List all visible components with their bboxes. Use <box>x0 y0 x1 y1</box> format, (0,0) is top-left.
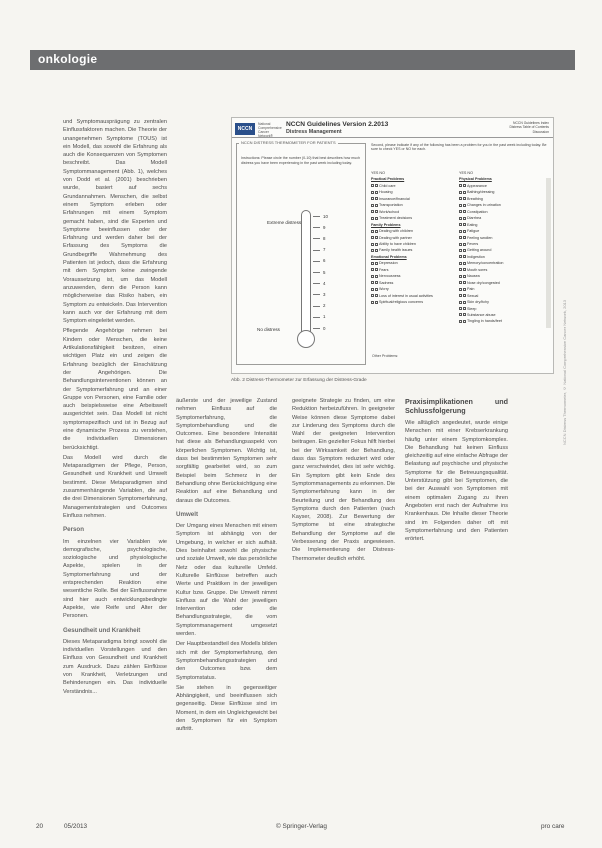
paragraph: äußerste und der jeweilige Zustand nehmen Einfluss auf die Symptomerfahrung, die Symptombehandlung und die Outcomes. Eine besondere Intensität hat diese als Behandlungsaspekt von körperlichen Symptomen. Wichtig ist, dass bei bestimmten Symptomen sehr sorgfältig gearbeitet wird, so zum Beispiel beim Schmerz in der Behandlung ohne Berücksichtigung eine Reaktion auf eine Behandlung und daraus die Outcomes. <box>176 398 277 504</box>
scale-tick <box>313 317 320 318</box>
scale-tick <box>313 283 320 284</box>
problem-item-label: Getting around <box>467 248 492 253</box>
paragraph: Sie stehen in gegenseitiger Abhängigkeit, und beeinflussen sich gegenseitig. Diese Einflüsse sind im Moment, in dem ein Ungleichgewicht bei den Symptomen für ein Symptom auftritt. <box>176 684 277 733</box>
problem-item-label: Changes in urination <box>467 203 501 208</box>
problem-item <box>459 318 545 324</box>
yes-checkbox[interactable] <box>459 197 462 200</box>
problem-item-label: Dealing with partner <box>379 235 412 240</box>
problem-item-label: Work/school <box>379 209 400 214</box>
problem-item-label: Eating <box>467 222 478 227</box>
no-checkbox[interactable] <box>463 191 466 194</box>
paragraph: Der Umgang eines Menschen mit einem Symptom ist abhängig von der Umgebung, in welcher er sich aufhält. Dies beinhaltet sowohl die physische und soziale Umwelt, wie das persönliche Netz oder das kulturelle Umfeld. Kulturelle Einflüsse betreffen auch Werte und Praktiken in der jeweiligen Kultur bzw. Gruppe. Die Umwelt nimmt Einfluss auf die Wahl der jeweiligen Intervention oder die Behandlungsstrategie, die vom Symptommanagement umgesetzt werden. <box>176 523 277 638</box>
yes-checkbox[interactable] <box>371 281 374 284</box>
yes-checkbox[interactable] <box>371 243 374 246</box>
distress-thermometer-figure <box>231 117 554 374</box>
yes-checkbox[interactable] <box>459 184 462 187</box>
problem-item <box>371 299 457 305</box>
problem-item-label: Constipation <box>467 209 488 214</box>
no-checkbox[interactable] <box>463 184 466 187</box>
scale-tick <box>313 227 320 228</box>
yes-checkbox[interactable] <box>459 281 462 284</box>
figure-side-tab <box>546 178 551 328</box>
yes-checkbox[interactable] <box>459 249 462 252</box>
problem-item-label: Indigestion <box>467 254 485 259</box>
yes-checkbox[interactable] <box>459 223 462 226</box>
problem-list-left <box>371 170 457 306</box>
figure-right-info: NCCN Guidelines Index Distress Table of Contents Discussion <box>509 121 549 134</box>
no-checkbox[interactable] <box>463 262 466 265</box>
problem-item-label: Bathing/dressing <box>467 190 495 195</box>
yes-checkbox[interactable] <box>371 294 374 297</box>
scale-tick <box>313 216 320 217</box>
no-checkbox[interactable] <box>375 230 378 233</box>
no-checkbox[interactable] <box>463 204 466 207</box>
heading-gesundheit: Gesundheit und Krankheit <box>63 626 141 634</box>
yes-checkbox[interactable] <box>371 268 374 271</box>
problem-item-label: Worry <box>379 287 389 292</box>
yes-checkbox[interactable] <box>459 294 462 297</box>
no-checkbox[interactable] <box>375 243 378 246</box>
problem-item-label: Insurance/financial <box>379 196 410 201</box>
yes-checkbox[interactable] <box>459 301 462 304</box>
no-checkbox[interactable] <box>463 236 466 239</box>
scale-tick-label[interactable]: 8 <box>323 235 326 241</box>
no-checkbox[interactable] <box>375 184 378 187</box>
problem-item-label: Child care <box>379 183 396 188</box>
problem-item-label: Mouth sores <box>467 267 488 272</box>
no-checkbox[interactable] <box>463 288 466 291</box>
figure-subtitle: Distress Management <box>286 129 342 135</box>
problem-item-label: Transportation <box>379 203 403 208</box>
no-checkbox[interactable] <box>375 262 378 265</box>
yes-checkbox[interactable] <box>459 230 462 233</box>
problem-item-label: Tingling in hands/feet <box>467 319 502 324</box>
scale-tick-label[interactable]: 2 <box>323 303 326 309</box>
yes-checkbox[interactable] <box>459 262 462 265</box>
figure-caption: Abb. 2 Distress-Thermometer zur Erfassung der Distress-Grade <box>231 378 367 383</box>
text-column-2 <box>176 397 277 734</box>
no-distress-label: No distress <box>257 327 280 332</box>
scale-tick-label[interactable]: 7 <box>323 247 326 253</box>
text-column-1 <box>63 118 167 696</box>
yes-checkbox[interactable] <box>371 184 374 187</box>
problem-item-label: Fevers <box>467 241 479 246</box>
no-checkbox[interactable] <box>463 230 466 233</box>
problem-item-label: Housing <box>379 190 393 195</box>
no-checkbox[interactable] <box>463 294 466 297</box>
scale-tick <box>313 250 320 251</box>
problem-category-heading: Family Problems <box>371 222 401 227</box>
no-checkbox[interactable] <box>463 217 466 220</box>
scale-tick-label[interactable]: 1 <box>323 314 326 320</box>
figure-header <box>232 118 553 138</box>
scale-tick-label[interactable]: 0 <box>323 325 326 331</box>
no-checkbox[interactable] <box>463 275 466 278</box>
yes-checkbox[interactable] <box>371 288 374 291</box>
issue-date: 05/2013 <box>64 823 88 830</box>
paragraph: Dieses Metaparadigma bringt sowohl die individuellen Vorstellungen und den Einfluss von Gesundheit und Krankheit zum Ausdruck. Dazu zählen Einflüsse von Krankheit, Verletzungen und Behinderungen ein. Das individuelle Verständnis... <box>63 638 167 695</box>
no-checkbox[interactable] <box>463 313 466 316</box>
scale-tick-label[interactable]: 4 <box>323 280 326 286</box>
yes-checkbox[interactable] <box>371 230 374 233</box>
nccn-logo: NCCN <box>235 123 255 135</box>
no-checkbox[interactable] <box>463 197 466 200</box>
no-checkbox[interactable] <box>463 281 466 284</box>
yes-checkbox[interactable] <box>459 210 462 213</box>
scale-tick-label[interactable]: 3 <box>323 291 326 297</box>
paragraph: Wie alltäglich angedeutet, wurde einige Menschen mit einer Krebserkrankung häufig unter einem Symptomkomplex. Die Behandlung hat keinen Einfluss gleichzeitig auf eine einfache Abfrage der Belastung auf psychische und physische Symptome für die Betreuungsqualität. Unterstützung gibt bei Symptomen, die bei der Auswahl von Symptomen mit einem optimalen Zugang zu ihren Angeboten erst nach der Aufnahme ins Krankenhaus. Die Inhalte dieser Theorie sind im Folgenden daher oft mit Symptomerfahrung und den Patienten erörtert. <box>405 420 508 543</box>
yes-checkbox[interactable] <box>459 217 462 220</box>
yes-checkbox[interactable] <box>459 243 462 246</box>
yes-checkbox[interactable] <box>371 262 374 265</box>
yes-checkbox[interactable] <box>371 191 374 194</box>
yes-checkbox[interactable] <box>371 301 374 304</box>
no-checkbox[interactable] <box>375 191 378 194</box>
scale-tick <box>313 306 320 307</box>
no-checkbox[interactable] <box>463 210 466 213</box>
problem-list-panel <box>371 143 547 365</box>
yes-checkbox[interactable] <box>459 255 462 258</box>
text-column-4 <box>292 397 508 563</box>
problem-item-label: Pain <box>467 287 475 292</box>
yes-checkbox[interactable] <box>459 204 462 207</box>
problem-item-label: Breathing <box>467 196 483 201</box>
yes-checkbox[interactable] <box>371 204 374 207</box>
yes-no-header: YES NO <box>371 171 385 175</box>
extreme-distress-label: Extreme distress <box>267 220 302 225</box>
no-checkbox[interactable] <box>463 268 466 271</box>
scale-tick <box>313 294 320 295</box>
problem-category-heading: Emotional Problems <box>371 254 407 259</box>
yes-checkbox[interactable] <box>459 320 462 323</box>
no-checkbox[interactable] <box>375 197 378 200</box>
problem-item-label: Sexual <box>467 293 479 298</box>
scale-tick <box>313 238 320 239</box>
no-checkbox[interactable] <box>375 268 378 271</box>
problem-item-label: Treatment decisions <box>379 216 413 221</box>
yes-checkbox[interactable] <box>371 275 374 278</box>
scale-tick-label[interactable]: 6 <box>323 258 326 264</box>
problem-item-label: Nervousness <box>379 274 401 279</box>
problem-item-label: Nausea <box>467 274 480 279</box>
paragraph: Das Modell wird durch die Metaparadigmen der Pflege, Person, Gesundheit und Krankheit und Umwelt bestimmt. Diese Metaparadigmen sind zusammenhängende Variablen, die auf die drei Dimensionen Symptomerfahrung, Managementstrategien und Outcomes Einfluss nehmen. <box>63 454 167 519</box>
problem-category-heading: Practical Problems <box>371 177 405 182</box>
side-credit: NCCN Distress Thermometer, © National Comprehensive Cancer Network, 2013 <box>562 300 567 445</box>
yes-checkbox[interactable] <box>459 268 462 271</box>
problem-item-label: Sleep <box>467 306 477 311</box>
thermometer-bulb <box>297 330 315 348</box>
problem-list-right <box>459 170 545 325</box>
no-checkbox[interactable] <box>463 320 466 323</box>
paragraph: und Symptomausprägung zu zentralen Einflussfaktoren machen. Die Theorie der unangenehmen Symptome (TOUS) ist ein Modell, das sowohl die Erfahrung als auch die Konsequenzen von Symptomen beschreibt. Das Modell Symptommanagement (Abb. 1), welches von Dodd et al. (2001) beschrieben wurde, basiert auf sechs Grundannahmen. Menschen, die selbst einem Symptom erleben oder Erfahrungen mit einem Symptom gemacht haben, sind die Experten und Symptome beeinflussen oder der Erfahrung und werden daher bei der Erfassung des Symptoms die Grundbegriffe Wahrnehmung des Patienten ist jedoch, dass die Erfahrung mit dem Symptom keine zwingende Voraussetzung ist, um das Modell anzuwenden, denn die Person kann möglicherweise das Risiko haben, ein Symptom zu entwickeln. Das Intervention kann auch vor der Erfahrung mit dem Symptom eingeleitet werden. <box>63 119 167 325</box>
thermometer-instructions: Instructions: Please circle the number (0-10) that best describes how much distress you have been experiencing in the past week including today. <box>241 156 361 165</box>
yes-checkbox[interactable] <box>459 307 462 310</box>
paragraph: Der Hauptbestandteil des Modells bilden sich mit der Symptomerfahrung, den Symptombehandlungsstrategien und den Outcomes bzw. dem Symptomstatus. <box>176 641 277 681</box>
other-problems-label: Other Problems: <box>372 354 399 358</box>
section-title: onkologie <box>38 52 98 66</box>
problem-list-instructions: Second, please indicate if any of the following has been a problem for you in the past week including today. Be sure to check YES or NO for each. <box>371 143 547 152</box>
scale-tick <box>313 272 320 273</box>
yes-checkbox[interactable] <box>459 236 462 239</box>
figure-title: NCCN Guidelines Version 2.2013 <box>286 121 389 128</box>
paragraph: geeignete Strategie zu finden, um eine Reduktion herbeizuführen. In geeigneter Weise können diese Symptome dabei zur Linderung des Symptoms durch die Wahl der geeigneten Intervention beitragen. Ein gezielter Fokus hilft hierbei bei der Wirksamkeit der Behandlung, dass das Symptom reduziert wird oder ganz verschwindet, dies ist sehr wichtig. Ein Symptom gibt kein Ende des Symptommanagements zu erkennen. Die Symptomerfahrung kann in der Beurteilung und der Behandlung des Symptoms durch den Patienten (nach Kayser, 2008). Zur Bewertung der Symptome ist eine strategische Behandlung der Symptome auf die Verbesserung der Praxis angewiesen. Die Implementierung der Distress-Thermometer deutlich erhöht. <box>292 398 395 562</box>
no-checkbox[interactable] <box>375 217 378 220</box>
journal-name: pro care <box>541 823 565 830</box>
thermometer-tube <box>301 210 311 334</box>
problem-item-label: Memory/concentration <box>467 261 504 266</box>
thermometer-panel <box>236 140 366 365</box>
no-checkbox[interactable] <box>463 307 466 310</box>
problem-item-label: Feeling swollen <box>467 235 493 240</box>
problem-item-label: Sadness <box>379 280 394 285</box>
yes-checkbox[interactable] <box>371 217 374 220</box>
no-checkbox[interactable] <box>375 294 378 297</box>
page-number: 20 <box>36 823 44 830</box>
heading-praxis: Praxisimplikationen und Schlussfolgerung <box>405 397 508 415</box>
no-checkbox[interactable] <box>375 288 378 291</box>
problem-item-label: Ability to have children <box>379 241 416 246</box>
no-checkbox[interactable] <box>375 281 378 284</box>
no-checkbox[interactable] <box>463 249 466 252</box>
panel-title: NCCN DISTRESS THERMOMETER FOR PATIENTS <box>241 140 336 145</box>
scale-tick-label[interactable]: 9 <box>323 224 326 230</box>
no-checkbox[interactable] <box>463 223 466 226</box>
no-checkbox[interactable] <box>463 243 466 246</box>
scale-tick-label[interactable]: 10 <box>323 213 328 219</box>
problem-item-label: Loss of interest in usual activities <box>379 293 433 298</box>
no-checkbox[interactable] <box>463 301 466 304</box>
problem-item-label: Appearance <box>467 183 487 188</box>
no-checkbox[interactable] <box>375 236 378 239</box>
no-checkbox[interactable] <box>375 301 378 304</box>
problem-item-label: Depression <box>379 261 398 266</box>
no-checkbox[interactable] <box>375 275 378 278</box>
yes-checkbox[interactable] <box>459 313 462 316</box>
yes-no-header: YES NO <box>459 171 473 175</box>
problem-item-label: Diarrhea <box>467 216 482 221</box>
section-banner <box>30 50 575 70</box>
no-checkbox[interactable] <box>375 204 378 207</box>
heading-person: Person <box>63 526 84 534</box>
problem-item-label: Substance abuse <box>467 312 496 317</box>
paragraph: Im einzelnen vier Variablen wie demografische, psychologische, soziologische und physiologische Aspekte, spielen in der Symptomerfahrung und der entsprechenden Reaktion eine wesentliche Rolle. Bei der Einflussnahme sind hier auch entwicklungsbedingte Aspekte, wie Reife und Alter der Personen. <box>63 538 167 620</box>
heading-umwelt: Umwelt <box>176 510 199 518</box>
problem-item-label: Fears <box>379 267 389 272</box>
nccn-logo-text: National Comprehensive Cancer Network® <box>258 122 282 138</box>
yes-checkbox[interactable] <box>371 197 374 200</box>
yes-checkbox[interactable] <box>371 210 374 213</box>
scale-tick-label[interactable]: 5 <box>323 269 326 275</box>
problem-item-label: Nose dry/congested <box>467 280 500 285</box>
no-checkbox[interactable] <box>375 210 378 213</box>
yes-checkbox[interactable] <box>459 191 462 194</box>
scale-tick <box>313 261 320 262</box>
problem-item-label: Skin dry/itchy <box>467 300 489 305</box>
publisher: © Springer-Verlag <box>276 823 327 830</box>
scale-tick <box>313 328 320 329</box>
no-checkbox[interactable] <box>463 255 466 258</box>
problem-item-label: Family health issues <box>379 248 413 253</box>
yes-checkbox[interactable] <box>371 249 374 252</box>
yes-checkbox[interactable] <box>459 275 462 278</box>
paragraph: Pflegende Angehörige nehmen bei Kindern oder Menschen, die keine Artikulationsfähigkeit besitzen, einen wichtigen Platz ein und zeigen die Erfahrung bezüglich der Einschätzung der Angehörigen. Die Behandlungsinterventionen können an der Symptomerfahrung und an einer Gruppe von Personen, eine Familie oder auch beispielsweise eine Arbeitswelt ausgerichtet sein. Das Modell ist nicht symptomspezifisch und ist in Bezug auf eine dynamische Prozess zu verstehen, die individuellen Dimensionen berücksichtigt. <box>63 328 167 451</box>
problem-category-heading: Physical Problems <box>459 177 492 182</box>
problem-item-label: Dealing with children <box>379 229 414 234</box>
problem-item-label: Spiritual/religious concerns <box>379 300 424 305</box>
yes-checkbox[interactable] <box>371 236 374 239</box>
no-checkbox[interactable] <box>375 249 378 252</box>
problem-item-label: Fatigue <box>467 229 480 234</box>
yes-checkbox[interactable] <box>459 288 462 291</box>
